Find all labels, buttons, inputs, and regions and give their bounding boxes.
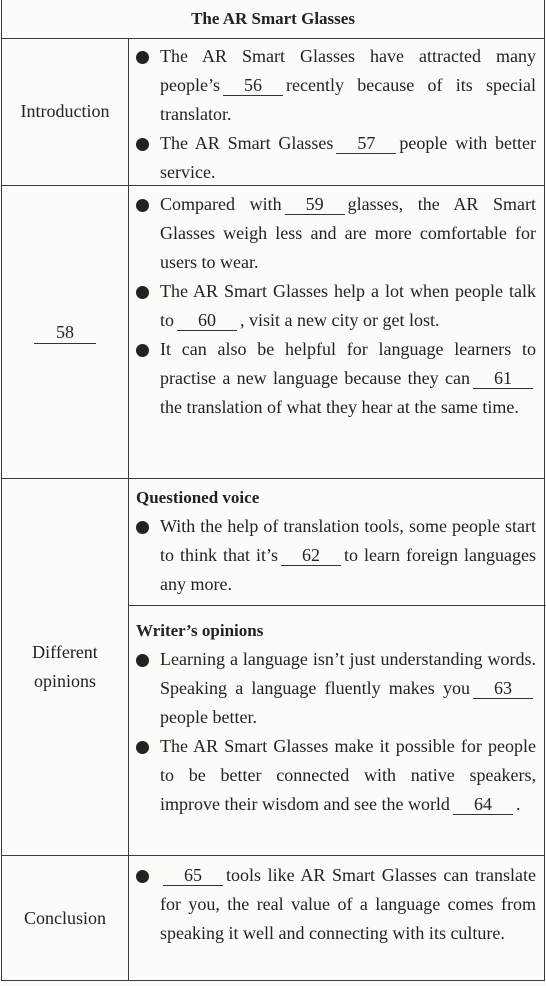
- bullet-text: With the help of translation tools, some people start to think that it’s 62 to learn foreign languages any more.: [160, 516, 536, 594]
- bullet-icon: [136, 42, 160, 129]
- bullet-item: [136, 645, 536, 732]
- bullet-icon: [136, 190, 160, 277]
- answer-blank-62[interactable]: 62: [281, 545, 341, 566]
- bullet-icon: [136, 335, 160, 422]
- bullet-item: [136, 277, 536, 335]
- answer-blank-65[interactable]: 65: [163, 865, 223, 886]
- bullet-text: It can also be helpful for language learners to practise a new language because they can 61the translation of what they hear at the same time.: [160, 339, 536, 417]
- bullet-icon: [136, 645, 160, 732]
- bullet-icon: [136, 512, 160, 599]
- bullet-text: The AR Smart Glasses 57 people with better service.: [160, 133, 536, 182]
- bullet-icon: [136, 277, 160, 335]
- answer-blank-59[interactable]: 59: [285, 194, 345, 215]
- bullet-item: [136, 732, 536, 819]
- bullet-item: [136, 42, 536, 129]
- conclusion-content: [136, 861, 536, 948]
- writer-opinions-section: [136, 617, 536, 819]
- row-label-58: [2, 186, 128, 478]
- bullet-text: 65 tools like AR Smart Glasses can translate for you, the real value of a language comes from speaking it well and connecting with its culture.: [160, 865, 536, 943]
- bullet-icon: [136, 129, 160, 187]
- bullet-item: [136, 129, 536, 187]
- row-label-different-opinions: Different opinions: [32, 642, 98, 691]
- answer-blank-58[interactable]: 58: [34, 321, 96, 344]
- table-title: The AR Smart Glasses: [2, 0, 544, 39]
- introduction-content: [136, 42, 536, 187]
- bullet-text: The AR Smart Glasses make it possible for people to be better connected with native speakers, improve their wisdom and see the world 64 .: [160, 736, 536, 814]
- bullet-text: The AR Smart Glasses have attracted many people’s 56 recently because of its special translator.: [160, 46, 536, 124]
- answer-blank-64[interactable]: 64: [453, 794, 513, 815]
- column-divider: [128, 38, 129, 980]
- answer-blank-60[interactable]: 60: [177, 310, 237, 331]
- bullet-text: The AR Smart Glasses help a lot when people talk to 60 , visit a new city or get lost.: [160, 281, 536, 330]
- answer-blank-56[interactable]: 56: [223, 75, 283, 96]
- features-content: [136, 190, 536, 422]
- bullet-text: Learning a language isn’t just understanding words. Speaking a language fluently makes you 63people better.: [160, 649, 536, 727]
- questioned-voice-heading: Questioned voice: [136, 488, 260, 507]
- subrow-divider: [129, 605, 546, 606]
- answer-blank-57[interactable]: 57: [336, 133, 396, 154]
- answer-blank-63[interactable]: 63: [473, 678, 533, 699]
- bullet-item: [136, 512, 536, 599]
- writer-opinions-heading: Writer’s opinions: [136, 621, 264, 640]
- bullet-item: [136, 861, 536, 948]
- answer-blank-61[interactable]: 61: [473, 368, 533, 389]
- row-label-conclusion: Conclusion: [23, 907, 106, 928]
- bullet-item: [136, 190, 536, 277]
- worksheet-table: [1, 0, 545, 981]
- row-label-introduction: Introduction: [20, 101, 110, 121]
- bullet-text: Compared with 59 glasses, the AR Smart Glasses weigh less and are more comfortable for users to wear.: [160, 194, 536, 272]
- bullet-icon: [136, 732, 160, 819]
- questioned-voice-section: [136, 484, 536, 599]
- bullet-item: [136, 335, 536, 422]
- bullet-icon: [136, 861, 160, 948]
